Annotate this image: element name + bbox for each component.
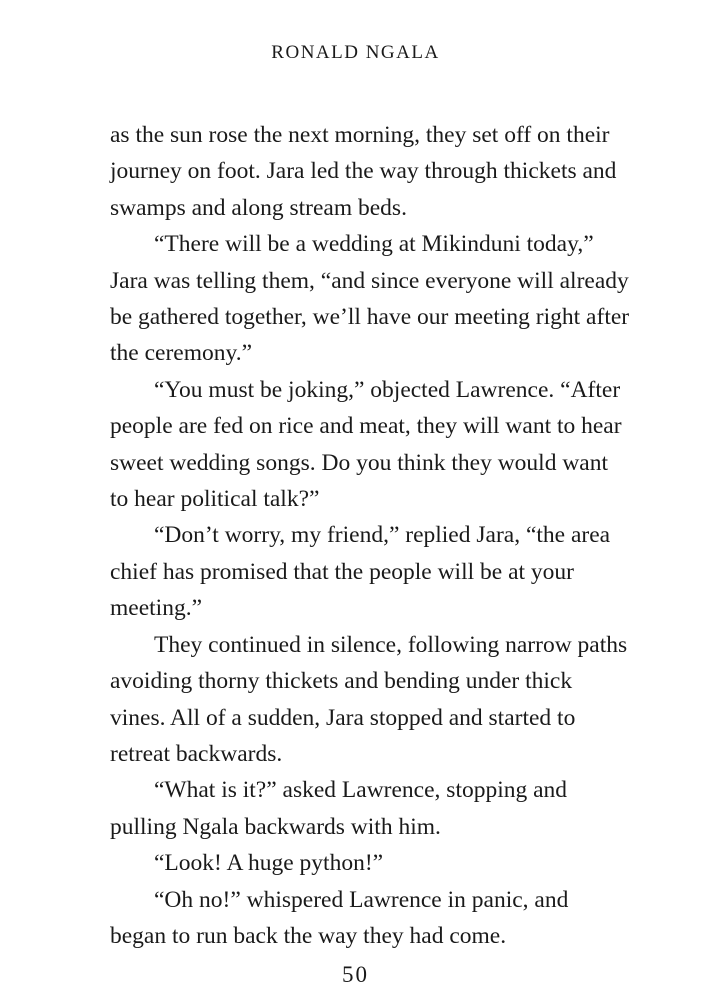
page-number: 50 — [342, 962, 369, 987]
paragraph: “Don’t worry, my friend,” replied Jara, “the area chief has promised that the people will be at your meeting.” — [110, 522, 611, 622]
paragraph-continued: as the sun rose the next morning, they set off on their journey on foot. Jara led the way through thickets and swamps and along stream beds. — [110, 122, 617, 221]
paragraph: “You must be joking,” objected Lawrence. “After people are fed on rice and meat, they will want to hear sweet wedding songs. Do you think they would want to hear political talk?” — [110, 376, 622, 513]
paragraph: They continued in silence, following narrow paths avoiding thorny thickets and bending under thick vines. All of a sudden, Jara stopped and started to retreat backwards. — [110, 631, 628, 767]
body-text — [110, 117, 630, 954]
running-head: RONALD NGALA — [271, 42, 440, 63]
paragraph: “Oh no!” whispered Lawrence in panic, and began to run back the way they had come. — [110, 886, 569, 949]
paragraph: “What is it?” asked Lawrence, stopping and pulling Ngala backwards with him. — [110, 777, 568, 840]
paragraph: “Look! A huge python!” — [154, 850, 384, 877]
paragraph: “There will be a wedding at Mikinduni today,” Jara was telling them, “and since everyone will already be gathered together, we’ll have our meeting right after the ceremony.” — [110, 231, 630, 367]
